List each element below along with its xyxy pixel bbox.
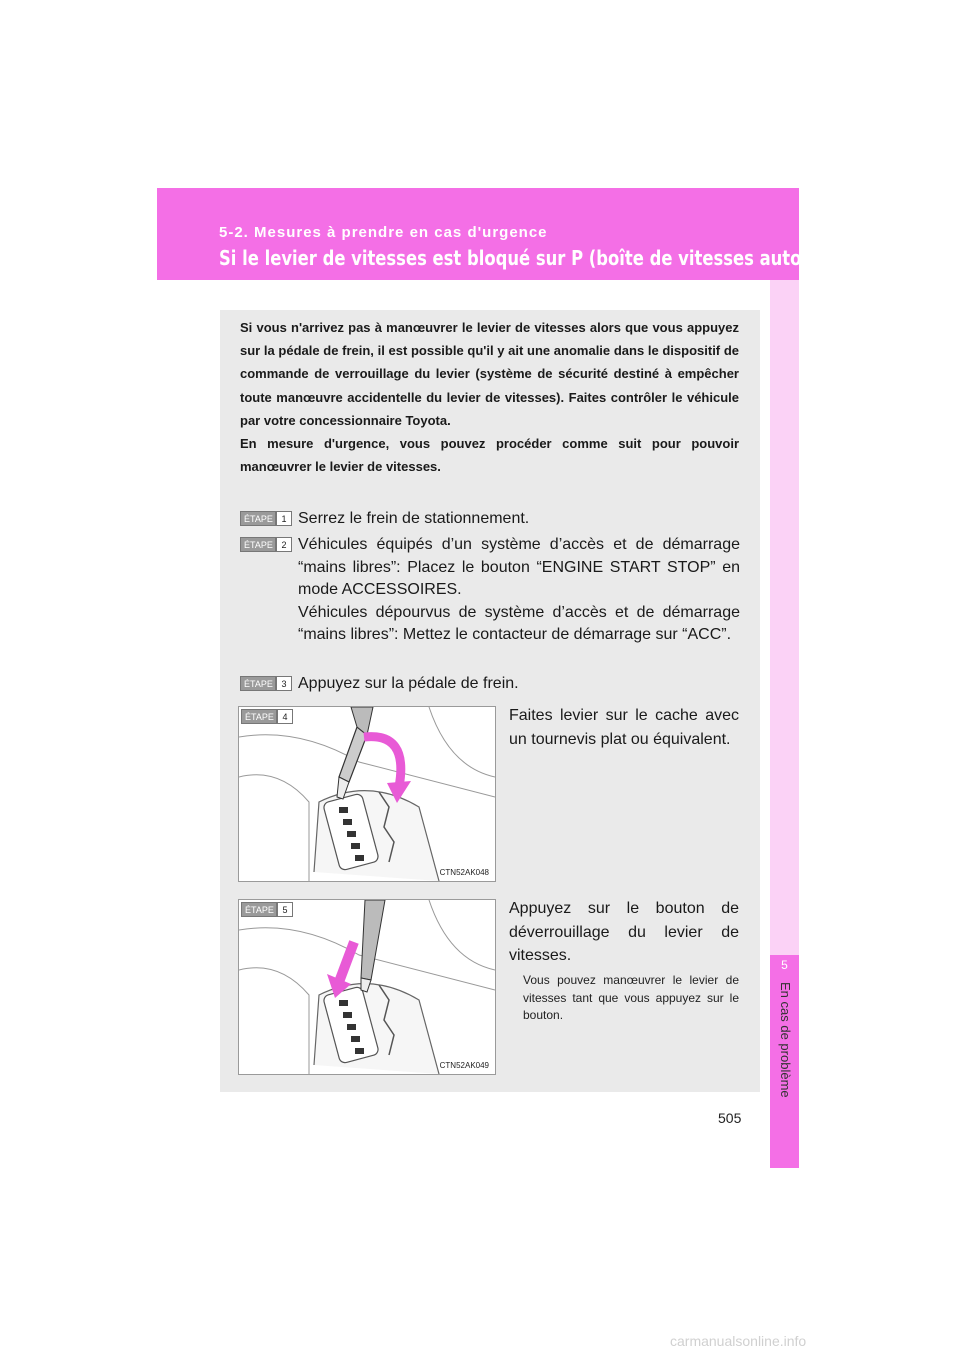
step-badge-number: 2 xyxy=(276,537,292,552)
step-4-text: Faites levier sur le cache avec un tournevis plat ou équivalent. xyxy=(509,707,739,748)
step-5-note: Vous pouvez manœuvrer le levier de vitesses tant que vous appuyez sur le bouton. xyxy=(523,973,739,1022)
shift-lever-cover-illustration xyxy=(239,707,495,881)
step-3-text xyxy=(298,673,740,696)
step-badge-2 xyxy=(240,537,292,552)
step-text-line: Serrez le frein de stationnement. xyxy=(298,510,530,527)
step-1-text xyxy=(298,508,740,531)
figure-code: CTN52AK048 xyxy=(439,868,489,877)
step-badge-3 xyxy=(240,676,292,691)
step-badge-5 xyxy=(241,902,293,917)
chapter-number: 5 xyxy=(781,958,788,972)
step-2-text xyxy=(298,534,740,647)
step-badge-number: 5 xyxy=(277,902,293,917)
step-badge-number: 3 xyxy=(276,676,292,691)
footer-watermark: carmanualsonline.info xyxy=(670,1333,807,1349)
step-text-line: Véhicules équipés d’un système d’accès et de démarrage “mains libres”: Placez le bouton “ENGINE START STOP” en mode ACCESSOIRES. xyxy=(298,536,740,599)
step-text-line: Appuyez sur la pédale de frein. xyxy=(298,675,519,692)
figure-code: CTN52AK049 xyxy=(439,1061,489,1070)
intro-paragraph: Si vous n'arrivez pas à manœuvrer le levier de vitesses alors que vous appuyez sur la pédale de frein, il est possible qu'il y ait une anomalie dans le dispositif de commande de verrouillage du levier (système de sécurité destiné à empêcher toute manœuvre accidentelle du levier de vitesses). Faites contrôler le véhicule par votre concessionnaire Toyota. xyxy=(240,320,739,428)
shift-lock-release-illustration xyxy=(239,900,495,1074)
step-5-text: Appuyez sur le bouton de déverrouillage du levier de vitesses. xyxy=(509,900,739,964)
figure-step-5 xyxy=(238,899,496,1075)
chapter-label: En cas de problème xyxy=(778,982,793,1098)
step-badge-word: ÉTAPE xyxy=(240,676,276,691)
page-number: 505 xyxy=(718,1110,742,1126)
step-badge-number: 4 xyxy=(277,709,293,724)
step-badge-word: ÉTAPE xyxy=(240,537,276,552)
intro-text xyxy=(240,316,739,478)
page-title: Si le levier de vitesses est bloqué sur P (boîte de vitesses automatique) xyxy=(219,246,886,270)
step-text-line: Véhicules dépourvus de système d’accès et de démarrage “mains libres”: Mettez le contacteur de démarrage sur “ACC”. xyxy=(298,603,740,644)
step-badge-word: ÉTAPE xyxy=(240,511,276,526)
step-badge-word: ÉTAPE xyxy=(241,709,277,724)
figure-step-4 xyxy=(238,706,496,882)
step-badge-1 xyxy=(240,511,292,526)
step-badge-4 xyxy=(241,709,293,724)
section-header xyxy=(157,188,886,280)
section-label: 5-2. Mesures à prendre en cas d'urgence xyxy=(219,224,548,241)
step-badge-word: ÉTAPE xyxy=(241,902,277,917)
step-badge-number: 1 xyxy=(276,511,292,526)
intro-paragraph: En mesure d'urgence, vous pouvez procéder comme suit pour pouvoir manœuvrer le levier de vitesses. xyxy=(240,436,739,475)
